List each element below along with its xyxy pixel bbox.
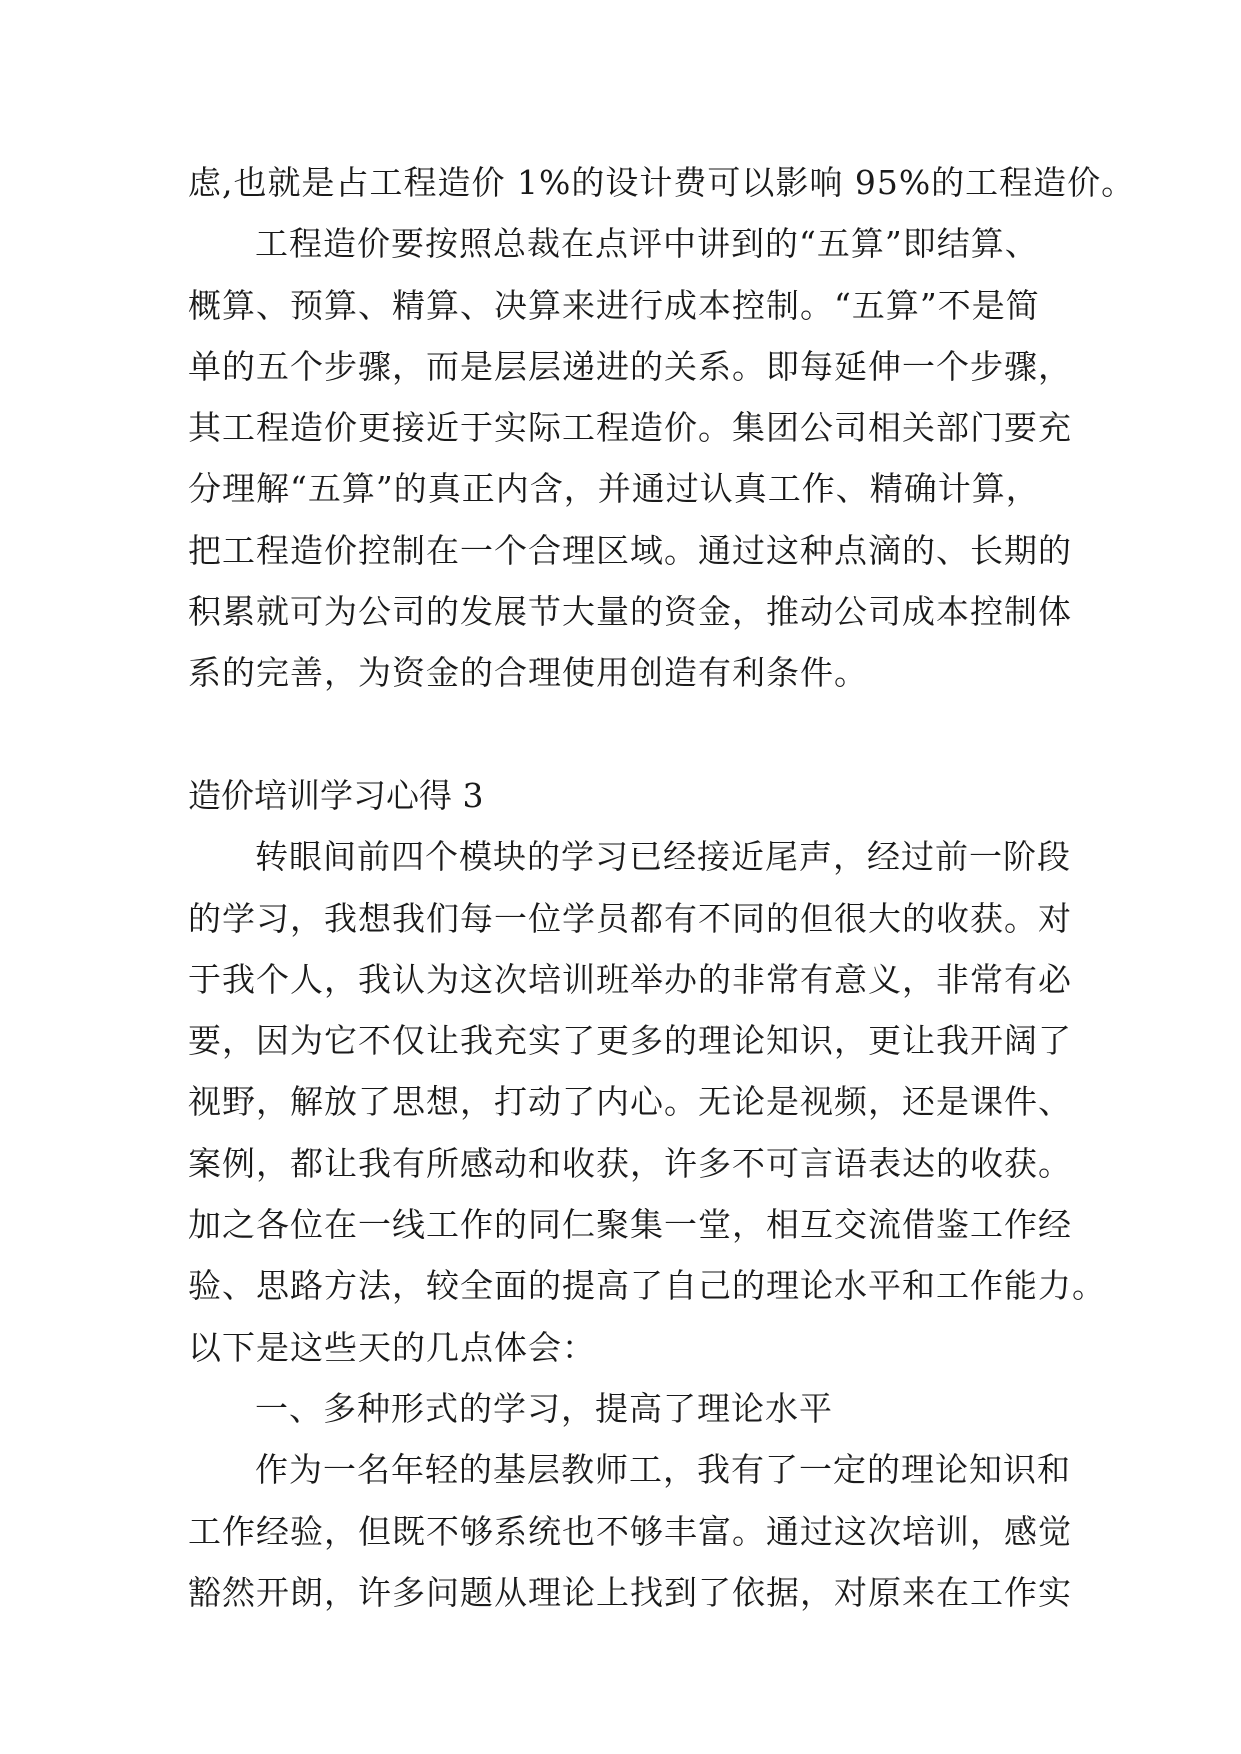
paragraph-line: 于我个人，我认为这次培训班举办的非常有意义，非常有必 xyxy=(188,959,1072,999)
paragraph-line: 单的五个步骤，而是层层递进的关系。即每延伸一个步骤， xyxy=(188,346,1072,386)
paragraph-line: 验、思路方法，较全面的提高了自己的理论水平和工作能力。 xyxy=(188,1266,1106,1306)
section-gap xyxy=(188,704,1068,765)
paragraph-line: 作为一名年轻的基层教师工，我有了一定的理论知识和 xyxy=(255,1450,1071,1490)
paragraph-line: 视野，解放了思想，打动了内心。无论是视频，还是课件、 xyxy=(188,1082,1072,1122)
paragraph-line: 分理解“五算”的真正内含，并通过认真工作、精确计算， xyxy=(188,469,1040,509)
paragraph-line: 豁然开朗，许多问题从理论上找到了依据，对原来在工作实 xyxy=(188,1572,1072,1612)
document-body xyxy=(188,152,1136,1623)
paragraph-line: 把工程造价控制在一个合理区域。通过这种点滴的、长期的 xyxy=(188,530,1072,570)
paragraph-line: 转眼间前四个模块的学习已经接近尾声，经过前一阶段 xyxy=(255,837,1071,877)
paragraph-line: 概算、预算、精算、决算来进行成本控制。“五算”不是简 xyxy=(188,285,1040,325)
subheading-line: 一、多种形式的学习，提高了理论水平 xyxy=(255,1388,833,1428)
paragraph-line: 系的完善，为资金的合理使用创造有利条件。 xyxy=(188,653,868,693)
paragraph-line: 以下是这些天的几点体会： xyxy=(188,1327,596,1367)
paragraph-line: 加之各位在一线工作的同仁聚集一堂，相互交流借鉴工作经 xyxy=(188,1205,1072,1245)
paragraph-line: 工作经验，但既不够系统也不够丰富。通过这次培训，感觉 xyxy=(188,1511,1072,1551)
paragraph-line: 其工程造价更接近于实际工程造价。集团公司相关部门要充 xyxy=(188,408,1072,448)
paragraph-line: 积累就可为公司的发展节大量的资金，推动公司成本控制体 xyxy=(188,592,1072,632)
paragraph-line: 要，因为它不仅让我充实了更多的理论知识，更让我开阔了 xyxy=(188,1021,1072,1061)
section-heading: 造价培训学习心得 3 xyxy=(188,775,484,815)
paragraph-line: 的学习，我想我们每一位学员都有不同的但很大的收获。对 xyxy=(188,898,1072,938)
paragraph-line: 工程造价要按照总裁在点评中讲到的“五算”即结算、 xyxy=(255,224,1039,264)
paragraph-line: 虑,也就是占工程造价 1%的设计费可以影响 95%的工程造价。 xyxy=(188,163,1136,202)
paragraph-line: 案例，都让我有所感动和收获，许多不可言语表达的收获。 xyxy=(188,1143,1072,1183)
